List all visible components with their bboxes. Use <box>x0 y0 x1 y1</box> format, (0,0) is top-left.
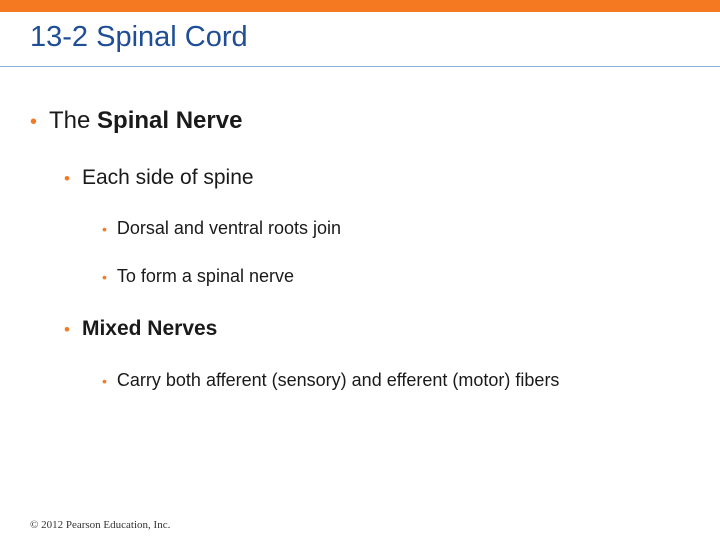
bullet-dot: • <box>30 111 38 133</box>
top-accent-bar <box>0 0 720 12</box>
bullet-text: Carry both afferent (sensory) and efferent (motor) fibers <box>116 370 560 390</box>
bullet-dot: • <box>102 269 107 285</box>
copyright-footer: © 2012 Pearson Education, Inc. <box>30 519 171 531</box>
bullet-mixed-nerves <box>64 317 217 341</box>
bullet-dot: • <box>64 169 70 188</box>
bullet-emphasis: Spinal Nerve <box>97 107 243 134</box>
bullet-dot: • <box>64 320 70 339</box>
bullet-text: Mixed Nerves <box>81 317 218 340</box>
bullet-text <box>49 107 242 135</box>
bullet-carry-fibers <box>102 370 559 391</box>
slide-title: 13-2 Spinal Cord <box>30 21 248 53</box>
title-divider <box>0 66 720 67</box>
bullet-roots-join <box>102 218 341 239</box>
bullet-spinal-nerve <box>30 107 242 135</box>
bullet-text: Each side of spine <box>81 166 254 189</box>
bullet-dot: • <box>102 373 107 389</box>
bullet-text: Dorsal and ventral roots join <box>116 218 342 238</box>
bullet-each-side <box>64 166 254 190</box>
bullet-prefix: The <box>49 107 98 134</box>
bullet-dot: • <box>102 221 107 237</box>
bullet-text: To form a spinal nerve <box>116 266 294 286</box>
bullet-form-nerve <box>102 266 294 287</box>
